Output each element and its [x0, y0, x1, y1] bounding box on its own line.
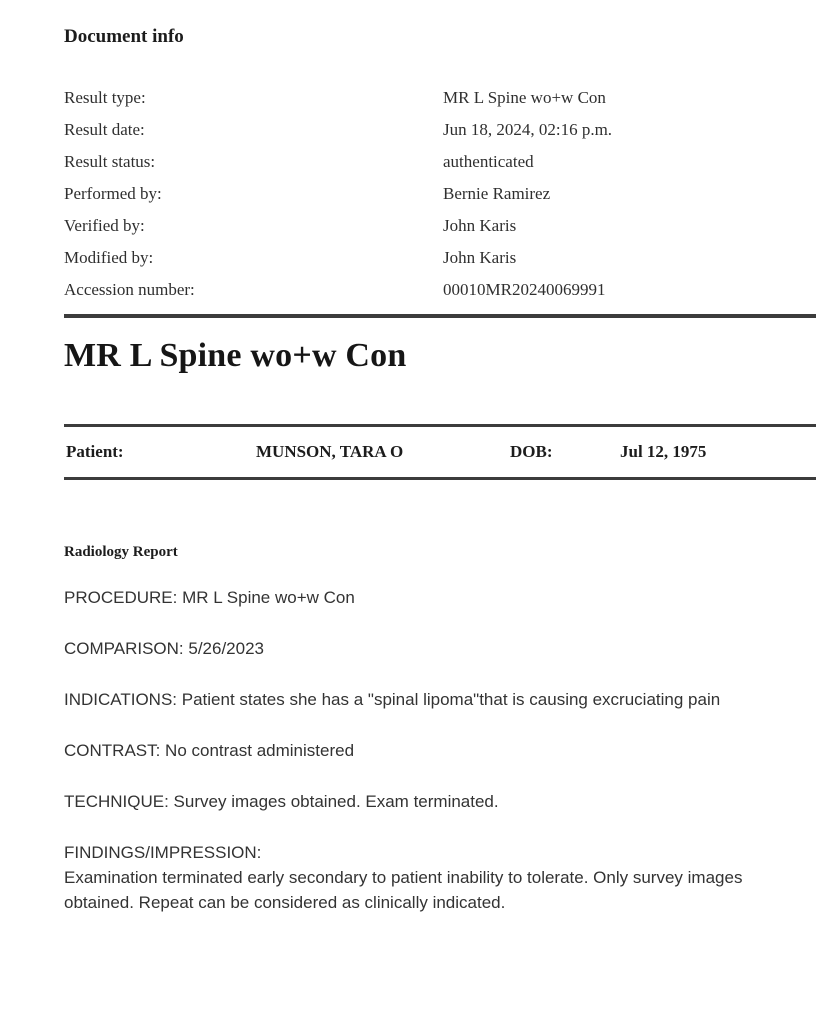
- contrast-line: CONTRAST: No contrast administered: [64, 741, 355, 760]
- meta-row-result-status: [64, 146, 816, 178]
- meta-label: Accession number:: [64, 280, 195, 299]
- meta-row-performed-by: [64, 178, 816, 210]
- findings-body: Examination terminated early secondary to patient inability to tolerate. Only survey images obtained. Repeat can be considered as clinically indicated.: [64, 868, 743, 912]
- meta-value: authenticated: [443, 152, 534, 171]
- patient-name: MUNSON, TARA O: [256, 442, 404, 461]
- meta-value: John Karis: [443, 216, 517, 235]
- document-info-heading: Document info: [64, 26, 184, 47]
- meta-row-modified-by: [64, 242, 816, 274]
- patient-info-bar: [64, 424, 816, 480]
- meta-value: Jun 18, 2024, 02:16 p.m.: [443, 120, 613, 139]
- radiology-report-heading: Radiology Report: [64, 544, 178, 560]
- meta-value: MR L Spine wo+w Con: [443, 88, 606, 107]
- meta-label: Modified by:: [64, 248, 154, 267]
- section-divider: [64, 314, 816, 318]
- meta-row-result-date: [64, 114, 816, 146]
- meta-label: Performed by:: [64, 184, 162, 203]
- findings-section: [64, 840, 816, 915]
- meta-row-verified-by: [64, 210, 816, 242]
- report-body: [64, 585, 816, 915]
- meta-label: Verified by:: [64, 216, 145, 235]
- technique-line: TECHNIQUE: Survey images obtained. Exam terminated.: [64, 792, 499, 811]
- meta-row-result-type: [64, 82, 816, 114]
- patient-label: Patient:: [66, 442, 124, 461]
- procedure-line: PROCEDURE: MR L Spine wo+w Con: [64, 588, 355, 607]
- document-info-table: [64, 82, 816, 306]
- dob-value: Jul 12, 1975: [620, 442, 707, 461]
- meta-label: Result type:: [64, 88, 146, 107]
- meta-row-accession-number: [64, 274, 816, 306]
- meta-label: Result status:: [64, 152, 156, 171]
- report-title: MR L Spine wo+w Con: [64, 337, 407, 374]
- indications-line: INDICATIONS: Patient states she has a "spinal lipoma"that is causing excruciating pain: [64, 690, 721, 709]
- meta-value: 00010MR20240069991: [443, 280, 606, 299]
- comparison-line: COMPARISON: 5/26/2023: [64, 639, 264, 658]
- meta-label: Result date:: [64, 120, 145, 139]
- meta-value: John Karis: [443, 248, 517, 267]
- dob-label: DOB:: [510, 442, 553, 461]
- meta-value: Bernie Ramirez: [443, 184, 551, 203]
- findings-heading: FINDINGS/IMPRESSION:: [64, 843, 262, 862]
